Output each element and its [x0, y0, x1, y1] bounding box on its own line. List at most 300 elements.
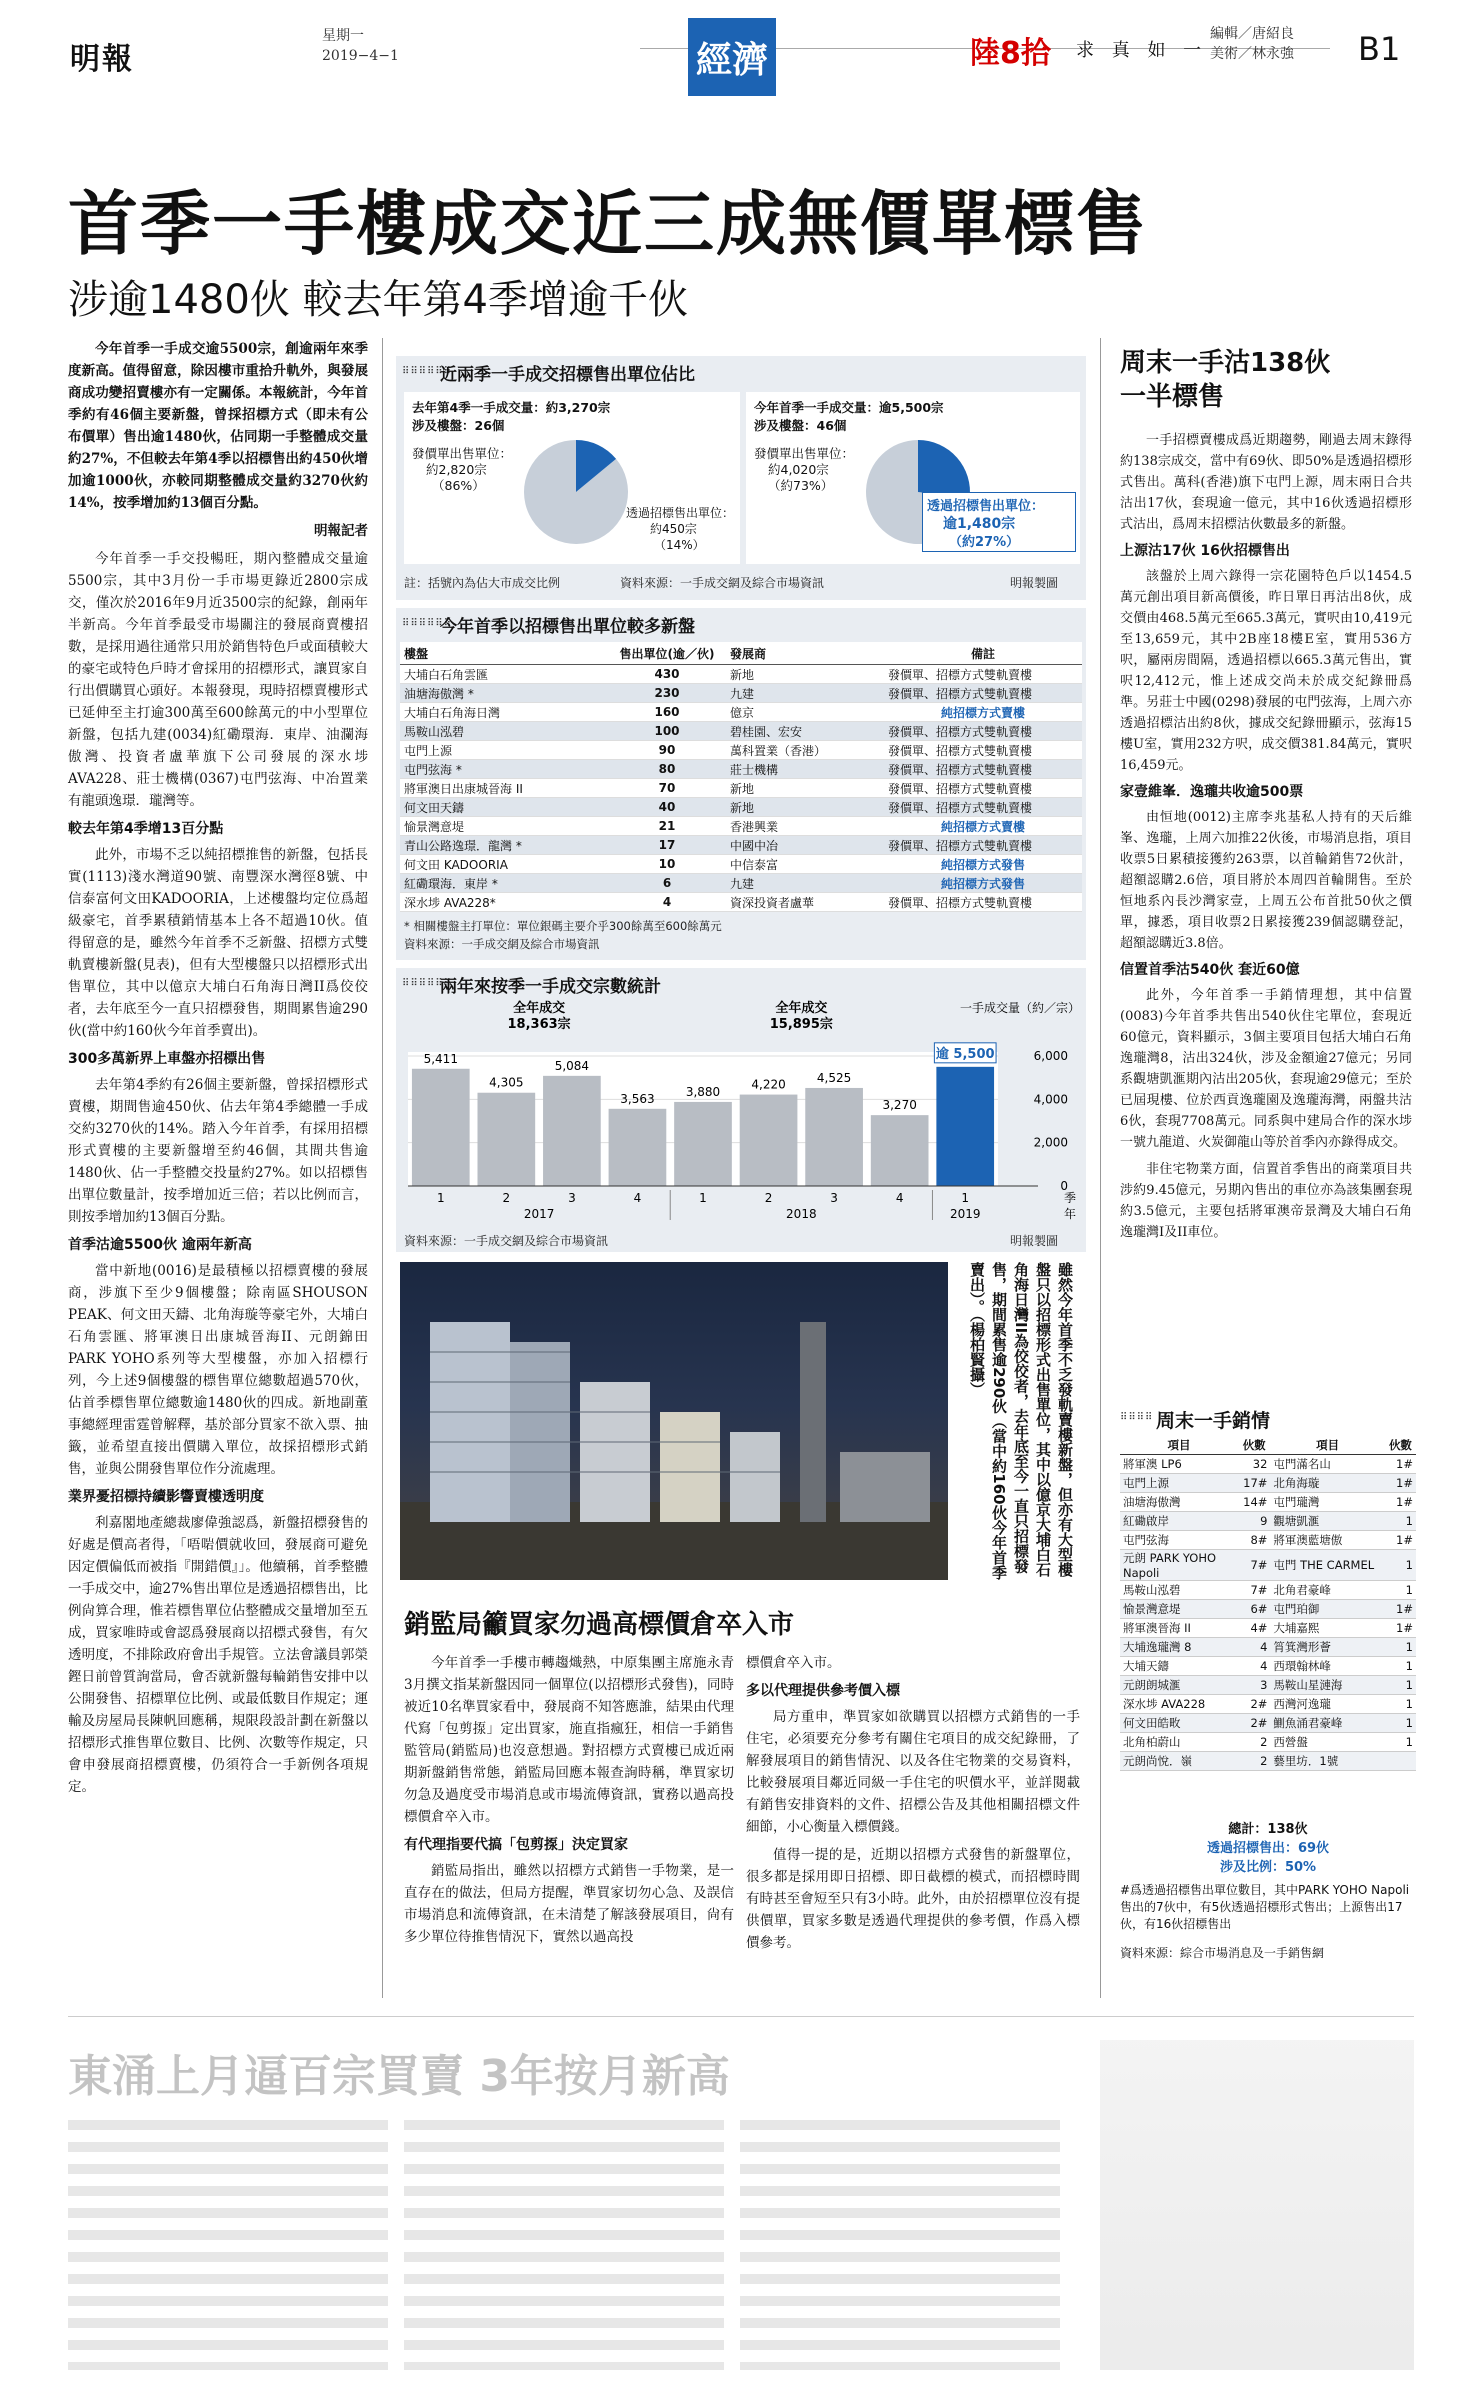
body-paragraph: 由恒地(0012)主席李兆基私人持有的天后維峯、逸瓏，上周六加推22伙後，市場消息指，項目收票5日累積接獲約263票，以首輪銷售72伙計，超額認購2.6倍，項目將於本周四首輪開售。至於恒地系內長沙灣家壹，上周五公布首批50伙之價單，據悉，項目收票2日累接獲239個認購登記，超額認購近3.8倍。 [1120, 810, 1412, 951]
quarterly-bar-chart [398, 996, 1084, 1228]
cell-units: 1 [1385, 1638, 1416, 1657]
ad-brand: 陸8拾 [970, 36, 1051, 71]
body-paragraph: 去年第4季約有26個主要新盤，曾採招標形式賣樓，期間售逾450伙、佔去年第4季總體一手成交約3270伙的14%。踏入今年首季，有採用招標形式賣樓的主要新盤增至約46個，其間共售逾1480伙、佔一手整體交投量約27%。如以招標售出單位數量計，按季增加近三倍；若以比例而言，則按季增加約13個百分點。 [68, 1077, 368, 1225]
table-row [400, 779, 1082, 798]
table-row [1120, 1531, 1416, 1550]
byline: 明報記者 [314, 523, 368, 539]
table-row [1120, 1638, 1416, 1657]
bar [412, 1069, 470, 1186]
cell-project: 馬鞍山泓碧 [1120, 1581, 1238, 1600]
cell-units: 1 [1385, 1714, 1416, 1733]
body-paragraph: 局方重申，準買家如欲購買以招標方式銷售的一手住宅，必須要充分參考有關住宅項目的成交紀錄冊，了解發展項目的銷售情況、以及各住宅物業的交易資料，比較發展項目鄰近同級一手住宅的呎價水平，並詳閱載有銷售安排資料的文件、招標公告及其他相關招標文件細節，小心衡量入標價錢。 [746, 1709, 1080, 1835]
ratio-note: 註：括號內為佔大市成交比例 [404, 576, 561, 590]
subheading: 多以代理提供參考價入標 [746, 1683, 900, 1699]
cell-units: 2 [1238, 1752, 1270, 1771]
table-row [400, 665, 1082, 684]
cell-units: 1# [1385, 1455, 1416, 1474]
col-header-units: 伙數 [1238, 1436, 1270, 1455]
ratio-left-pricelist-pct: （86%） [432, 478, 485, 493]
cell-units: 21 [608, 817, 726, 836]
issue-date [322, 26, 399, 66]
bar-value-label: 5,411 [423, 1051, 458, 1066]
ratio-right-tender-value: 逾1,480宗 [943, 516, 1016, 532]
cell-units: 1 [1385, 1695, 1416, 1714]
table-header-row [1120, 1436, 1416, 1455]
cell-units: 4 [608, 893, 726, 912]
bar [674, 1102, 732, 1186]
cell-developer: 新地 [726, 798, 884, 817]
table-row [1120, 1657, 1416, 1676]
cell-remark: 發價單、招標方式雙軌賣樓 [884, 836, 1082, 855]
ratio-right-pricelist-pct: （約73%） [768, 478, 834, 493]
body-paragraph: 該盤於上周六錄得一宗花園特色戶以1454.5萬元創出項目新高價後，昨日單日再沽出8伙，成交價由468.5萬元至665.3萬元，實呎由10,419元至13,659元，其中2B座18樓E室，實用536方呎，屬兩房間隔，透過招標以665.3萬元售出，實呎12,412元，惟上述成交尚未於成交紀錄冊爲準。另莊士中國(0298)發展的屯門弦海，上周六亦透過招標沽出約8伙，據成交紀錄冊顯示，弦海15樓U室，實用232方呎，成交價381.84萬元，實呎16,459元。 [1120, 569, 1412, 773]
weekend-sales-summary [1120, 1820, 1416, 1877]
body-paragraph: 今年首季一手樓市轉趨熾熱，中原集團主席施永青3月撰文指某新盤因同一個單位(以招標形式發售)，同時被近10名準買家看中，發展商不知答應誰，結果由代理代寫「包剪揼」定出買家，施直指瘋狂，相信一手銷售監管局(銷監局)也沒意想過。對招標方式賣樓已成近兩期新盤銷售常態，銷監局回應本報查詢時稱，準買家切勿急及過度受市場消息或市場流傳資訊，實務以過高投標價倉卒入市。 [404, 1655, 734, 1825]
ratio-left-box [404, 392, 740, 564]
crane-shape [800, 1322, 826, 1522]
table-row [1120, 1676, 1416, 1695]
photo-caption: 雖然今年首季不乏發軌賣樓新盤，但亦有大型樓盤只以招標形式出售單位，其中以億京大埔白石角海日灣II為佼佼者，去年底至今一直只招標發售，期間累售逾290伙（當中約160伙今年首季賣出）。（楊柏賢攝） [968, 1262, 1074, 1580]
ratio-right-tender-callout [922, 492, 1076, 552]
cell-units: 1# [1385, 1619, 1416, 1638]
subheading: 上源沽17伙 16伙招標售出 [1120, 543, 1290, 559]
headline: 首季一手樓成交近三成無價單標售 [68, 183, 1148, 265]
col-header-developer: 發展商 [726, 642, 884, 665]
table-row [400, 722, 1082, 741]
cell-units: 1 [1385, 1657, 1416, 1676]
ratio-right-tender-pct: （約27%） [949, 535, 1020, 550]
subheading: 較去年第4季增13百分點 [68, 821, 224, 837]
editor-credits [1210, 24, 1294, 64]
cell-units: 6 [608, 874, 726, 893]
ratio-source: 資料來源：一手成交網及綜合市場資訊 [620, 576, 825, 590]
table-row [400, 741, 1082, 760]
cell-units: 4 [1238, 1638, 1270, 1657]
cell-units: 90 [608, 741, 726, 760]
cell-project: 北角君豪峰 [1270, 1581, 1384, 1600]
cell-project: 將軍澳晉海 II [1120, 1619, 1238, 1638]
annual-total-value: 15,895宗 [769, 1017, 833, 1032]
x-tick-label: 3 [830, 1191, 838, 1205]
faded-text-block [404, 2120, 724, 2370]
bar-value-label: 5,084 [554, 1058, 590, 1073]
annual-total-title: 全年成交 [775, 1001, 828, 1016]
table-row [400, 893, 1082, 912]
x-tick-label: 1 [961, 1191, 970, 1205]
faded-text-block [740, 2120, 1060, 2370]
cell-units: 1 [1385, 1550, 1416, 1581]
subheading: 300多萬新界上車盤亦招標出售 [68, 1051, 266, 1067]
cell-project: 將軍澳 LP6 [1120, 1455, 1238, 1474]
cell-units: 2 [1238, 1733, 1270, 1752]
cell-developer: 碧桂園、宏安 [726, 722, 884, 741]
ratio-right-total: 今年首季一手成交量：逾5,500宗 [754, 400, 944, 415]
cell-project: 北角海璇 [1270, 1474, 1384, 1493]
cell-units: 160 [608, 703, 726, 722]
ratio-left-tender-value: 約450宗 [650, 522, 697, 536]
panel-dots: ⠿⠿⠿⠿ [1120, 1412, 1154, 1423]
ratio-left-projects: 涉及樓盤：26個 [412, 418, 505, 433]
cell-units: 230 [608, 684, 726, 703]
cell-remark: 發價單、招標方式雙軌賣樓 [884, 798, 1082, 817]
x-tick-label: 4 [895, 1191, 904, 1205]
newspaper-logo: 明報 [70, 42, 134, 77]
ratio-left-pricelist-value: 約2,820宗 [426, 462, 487, 477]
cell-units: 17 [608, 836, 726, 855]
cell-remark: 純招標方式發售 [884, 874, 1082, 893]
table-row [400, 760, 1082, 779]
weekday: 星期一 [322, 28, 364, 44]
x-tick-label: 1 [436, 1191, 445, 1205]
cell-units: 8# [1238, 1531, 1270, 1550]
ratio-credit: 明報製圖 [1010, 576, 1059, 590]
tender-table-source: 資料來源：一手成交網及綜合市場資訊 [404, 937, 600, 951]
y-tick-label: 0 [1060, 1179, 1068, 1193]
cell-project: 筲箕灣形薈 [1270, 1638, 1384, 1657]
year-label: 2019 [949, 1207, 981, 1221]
table-row [1120, 1733, 1416, 1752]
tower-shape [660, 1412, 720, 1522]
cell-project: 屯門弦海 [1120, 1531, 1238, 1550]
bar [871, 1115, 929, 1186]
cell-project: 屯門上源 [400, 741, 608, 760]
cell-project: 深水埗 AVA228 [1120, 1695, 1238, 1714]
cell-units: 40 [608, 798, 726, 817]
right-article-column [1120, 430, 1412, 1249]
faded-next-title: 東涌上月逼百宗買賣 3年按月新高 [68, 2051, 730, 2102]
cell-project: 屯門瓏灣 [1270, 1493, 1384, 1512]
bar-value-label: 3,270 [882, 1098, 917, 1113]
cell-project: 屯門滿名山 [1270, 1455, 1384, 1474]
table-row [400, 798, 1082, 817]
chart-title: 兩年來按季一手成交宗數統計 [440, 977, 661, 997]
cell-units: 4# [1238, 1619, 1270, 1638]
cell-project: 愉景灣意堤 [400, 817, 608, 836]
body-paragraph: 此外，市場不乏以純招標推售的新盤，包括長實(1113)淺水灣道90號、南豐深水灣徑8號、中信泰富何文田KADOORIA，上述樓盤均定位爲超級豪宅，首季累積銷情基本上各不超過10伙。值得留意的是，雖然今年首季不乏新盤、招標方式雙軌賣樓新盤(見表)，但有大型樓盤只以招標形式出售單位，其中以億京大埔白石角海日灣II爲佼佼者，去年底至今一直只招標發售，期間累售逾290伙(當中約160伙今年首季賣出)。 [68, 847, 368, 1039]
article2-col2 [746, 1652, 1080, 1960]
cell-developer: 新地 [726, 665, 884, 684]
x-tick-label: 4 [633, 1191, 642, 1205]
chart-credit: 明報製圖 [1010, 1234, 1059, 1248]
tender-table [400, 642, 1082, 912]
cell-units: 1# [1385, 1600, 1416, 1619]
cell-project: 紅磡啟岸 [1120, 1512, 1238, 1531]
cell-remark: 發價單、招標方式雙軌賣樓 [884, 741, 1082, 760]
tower-shape [580, 1382, 650, 1522]
year-label: 2017 [523, 1207, 555, 1221]
body-paragraph: 利嘉閣地產總裁廖偉強認爲，新盤招標發售的好處是價高者得，「唔啱價就收回，發展商可避免因定價偏低而被指『開錯價』」。他續稱，首季整體一手成交中，逾27%售出單位是透過招標售出，比例尙算合理，惟若標售單位佔整體成交量增加至五成，買家唯時或會認爲發展商以招標式發售，有欠透明度，不排除政府會出手規管。立法會議員郭榮鏗日前曾質詢當局，會否就新盤每輪銷售安排中以公開發售、招標單位比例、或最低數目作規定；運輸及房屋局長陳帆回應稱，規限段設計劃在新盤以招標形式推售單位數目、比例、次數等作規定，只會申發展商招標賣樓，仍須符合一手新例各項規定。 [68, 1515, 369, 1795]
col-header-project: 樓盤 [400, 642, 608, 665]
faded-text-block [68, 2120, 388, 2370]
table-row [1120, 1493, 1416, 1512]
ratio-left-pricelist-label: 發價單出售單位： [412, 446, 513, 461]
tower-shape [730, 1432, 780, 1522]
cell-units: 2# [1238, 1714, 1270, 1733]
weekend-sales-source: 資料來源：綜合市場消息及一手銷售網 [1120, 1946, 1325, 1960]
table-row [400, 684, 1082, 703]
cell-developer: 億京 [726, 703, 884, 722]
cell-units: 70 [608, 779, 726, 798]
ratio-right-tender-label: 透過招標售出單位： [927, 499, 1045, 514]
body-paragraph: 銷監局指出，雖然以招標方式銷售一手物業，是一直存在的做法，但局方提醒，準買家切勿心急、及誤信市場消息和流傳資訊，在未清楚了解該發展項目，尙有多少單位待推售情況下，實然以過高投 [404, 1863, 734, 1945]
building-illustration [400, 1262, 948, 1580]
subheading: 業界憂招標持續影響賣樓透明度 [68, 1489, 264, 1505]
subheadline: 涉逾1480伙 較去年第4季增逾千伙 [68, 277, 688, 323]
bar-value-label: 4,305 [489, 1075, 524, 1090]
table-row [1120, 1550, 1416, 1581]
bar [609, 1109, 667, 1186]
ratio-right-pricelist-label: 發價單出售單位： [754, 446, 855, 461]
cell-units: 9 [1238, 1512, 1270, 1531]
panel-dots: ⠿⠿⠿⠿⠿⠿ [402, 366, 452, 377]
cell-units: 14# [1238, 1493, 1270, 1512]
table-row [1120, 1512, 1416, 1531]
table-row [400, 855, 1082, 874]
bar-value-label: 3,563 [620, 1091, 655, 1106]
cell-project: 何文田天鑄 [400, 798, 608, 817]
cell-units: 7# [1238, 1581, 1270, 1600]
weekend-ratio: 涉及比例：50% [1219, 1860, 1317, 1875]
bar [936, 1067, 994, 1186]
cell-developer: 資深投資者盧華 [726, 893, 884, 912]
table-row [1120, 1600, 1416, 1619]
cell-project: 大埔逸瓏灣 8 [1120, 1638, 1238, 1657]
body-paragraph: 此外，今年首季一手銷情理想，其中信置(0083)今年首季共售出540伙住宅單位，套現近60億元，資料顯示，3個主要項目包括大埔白石角逸瓏灣8，沽出324伙，涉及金額逾27億元；另同系觀塘凱滙期內沽出205伙，套現逾29億元；至於已屆現樓、位於西貢逸瓏園及逸瓏海灣，兩盤共沽6伙，套現7708萬元。同系與中建局合作的深水埗一號九龍道、火炭御龍山等於首季內亦錄得成交。 [1120, 988, 1412, 1150]
cell-project: 西環翰林峰 [1270, 1657, 1384, 1676]
cell-project: 將軍澳日出康城晉海 II [400, 779, 608, 798]
chart-source: 資料來源：一手成交網及綜合市場資訊 [404, 1234, 609, 1248]
cell-project: 西營盤 [1270, 1733, 1384, 1752]
table-row [400, 874, 1082, 893]
weekend-sales-table [1120, 1436, 1416, 1771]
x-unit-label: 年 [1063, 1207, 1077, 1221]
col-header-remark: 備註 [884, 642, 1082, 665]
building-photo [400, 1262, 948, 1580]
main-article-column [68, 338, 368, 1804]
subheading: 家壹維峯．逸瓏共收逾500票 [1120, 784, 1304, 800]
subheading: 首季沽逾5500伙 逾兩年新高 [68, 1237, 252, 1253]
cell-units: 1# [1385, 1531, 1416, 1550]
bar [805, 1088, 863, 1186]
cell-units: 1 [1385, 1733, 1416, 1752]
table-row [400, 836, 1082, 855]
weekend-tender: 透過招標售出：69伙 [1206, 1841, 1330, 1856]
article2-title: 銷監局籲買家勿過高標價倉卒入市 [404, 1610, 795, 1640]
cell-project: 屯門上源 [1120, 1474, 1238, 1493]
cell-project: 油塘海傲灣 [1120, 1493, 1238, 1512]
cell-remark: 純招標方式發售 [884, 855, 1082, 874]
cell-developer: 萬科置業（香港） [726, 741, 884, 760]
body-paragraph: 當中新地(0016)是最積極以招標賣樓的發展商，涉旗下至少9個樓盤；除南區SHOUSON PEAK、何文田天鑄、北角海璇等豪宅外，大埔白石角雲匯、將軍澳日出康城晉海II、元朗錦田PARK YOHO系列等大型樓盤，亦加入招標行列，今上述9個樓盤的標售單位總數超過570伙，佔首季標售單位總數逾1480伙的四成。新地副董事總經理雷霆曾解釋，基於部分買家不欲入票、抽籤，並希望直接出價購入單位，故採招標形式銷售，並與公開發售單位作分流處理。 [68, 1263, 368, 1477]
weekend-sales-body [1120, 1455, 1416, 1771]
body-paragraph: 一手招標賣樓成爲近期趨勢，剛過去周末錄得約138宗成交，當中有69伙、即50%是透過招標形式售出。萬科(香港)旗下屯門上源，周末兩日合共沽出17伙，套現逾一億元，其中16伙透過招標形式沽出，爲周末招標沽伙數最多的新盤。 [1120, 433, 1412, 532]
cell-project: 觀塘凱滙 [1270, 1512, 1384, 1531]
bar [740, 1095, 798, 1186]
body-paragraph: 今年首季一手交投暢旺，期內整體成交量逾5500宗，其中3月份一手市場更錄近2800宗成交，僅次於2016年9月近3500宗的紀錄，創兩年半新高。今年首季最受市場關注的發展商賣樓招數，是採用過往通常只用於銷售特色戶或面積較大的豪宅或特色戶時才會採用的招標形式，讓買家自行出價購買心頭好。本報發現，現時招標賣樓形式已延伸至主打逾300萬至600餘萬元的中小型單位新盤，包括九建(0034)紅磡環海．東岸、油瀾海傲灣、投資者盧華旗下公司發展的深水埗AVA228、莊士機構(0367)屯門弦海、中冶置業有龍頭逸璟．瓏灣等。 [68, 551, 368, 809]
table-row [1120, 1474, 1416, 1493]
date: 2019−4−1 [322, 48, 399, 64]
cell-project: 元朗朗城滙 [1120, 1676, 1238, 1695]
cell-project: 大埔白石角海日灣 [400, 703, 608, 722]
weekend-sales-title: 周末一手銷情 [1156, 1410, 1271, 1432]
cell-project: 鰂魚涌君豪峰 [1270, 1714, 1384, 1733]
cell-project: 紅磡環海．東岸 * [400, 874, 608, 893]
table-row [1120, 1714, 1416, 1733]
table-row [400, 703, 1082, 722]
annual-total-value: 18,363宗 [507, 1017, 571, 1032]
cell-developer: 中信泰富 [726, 855, 884, 874]
cell-developer: 中國中冶 [726, 836, 884, 855]
table-row [1120, 1581, 1416, 1600]
y-tick-label: 6,000 [1033, 1049, 1068, 1063]
cell-project: 深水埗 AVA228* [400, 893, 608, 912]
x-tick-label: 2 [764, 1191, 773, 1205]
bar [543, 1076, 601, 1186]
column-divider [382, 338, 383, 1998]
table-row [400, 817, 1082, 836]
x-unit-label: 季 [1063, 1191, 1077, 1205]
cell-project: 元朗 PARK YOHO Napoli [1120, 1550, 1238, 1581]
cell-units: 10 [608, 855, 726, 874]
cell-units [1385, 1752, 1416, 1771]
ratio-left-tender-label: 透過招標售出單位： [626, 506, 735, 520]
bar [477, 1093, 535, 1186]
ratio-right-projects: 涉及樓盤：46個 [754, 418, 847, 433]
ratio-right-box [746, 392, 1080, 564]
tender-table-note: * 相關樓盤主打單位：單位銀碼主要介乎300餘萬至600餘萬元 [404, 919, 722, 933]
faded-photo [1100, 2040, 1414, 2370]
ratio-right-pricelist-value: 約4,020宗 [768, 462, 829, 477]
cell-project: 屯門珀御 [1270, 1600, 1384, 1619]
cell-remark: 發價單、招標方式雙軌賣樓 [884, 893, 1082, 912]
ratio-left-pie [516, 432, 636, 552]
subheading: 信置首季沽540伙 套近60億 [1120, 962, 1300, 978]
cell-units: 1 [1385, 1581, 1416, 1600]
section-badge: 經濟 [688, 18, 776, 96]
cell-project: 將軍澳藍塘傲 [1270, 1531, 1384, 1550]
cell-units: 3 [1238, 1676, 1270, 1695]
table-row [1120, 1619, 1416, 1638]
cell-project: 何文田皓畋 [1120, 1714, 1238, 1733]
cell-project: 大埔天鑄 [1120, 1657, 1238, 1676]
table-row [1120, 1695, 1416, 1714]
tender-table-title: 今年首季以招標售出單位較多新盤 [440, 617, 695, 637]
table-header-row [400, 642, 1082, 665]
panel-dots: ⠿⠿⠿⠿⠿⠿ [402, 618, 452, 629]
col-header-project: 項目 [1120, 1436, 1238, 1455]
tower-shape [510, 1342, 570, 1522]
editor: 編輯／唐紹良 [1210, 26, 1294, 42]
cell-remark: 發價單、招標方式雙軌賣樓 [884, 665, 1082, 684]
col-header-units: 伙數 [1385, 1436, 1416, 1455]
cell-developer: 九建 [726, 874, 884, 893]
cell-units: 1 [1385, 1512, 1416, 1531]
x-tick-label: 3 [568, 1191, 576, 1205]
cell-project: 大埔白石角雲匯 [400, 665, 608, 684]
cell-units: 1# [1385, 1493, 1416, 1512]
cell-project: 愉景灣意堤 [1120, 1600, 1238, 1619]
cell-developer: 九建 [726, 684, 884, 703]
body-paragraph: 值得一提的是，近期以招標方式發售的新盤單位，很多都是採用即日招標、即日截標的模式，而招標時間有時甚至會短至只有3小時。此外，由於招標單位沒有提供價單，買家多數是透過代理提供的參考價，作爲入標價參考。 [746, 1847, 1080, 1951]
cell-remark: 發價單、招標方式雙軌賣樓 [884, 779, 1082, 798]
right-article-title: 周末一手沽138伙 一半標售 [1120, 348, 1331, 412]
cell-project: 油塘海傲灣 * [400, 684, 608, 703]
cell-units: 17# [1238, 1474, 1270, 1493]
x-tick-label: 2 [502, 1191, 511, 1205]
cell-remark: 發價單、招標方式雙軌賣樓 [884, 684, 1082, 703]
cell-units: 430 [608, 665, 726, 684]
table-row [1120, 1752, 1416, 1771]
cell-developer: 香港興業 [726, 817, 884, 836]
cell-developer: 莊士機構 [726, 760, 884, 779]
panel-dots: ⠿⠿⠿⠿⠿⠿ [402, 978, 452, 989]
y-tick-label: 4,000 [1033, 1092, 1068, 1107]
cell-project: 元朗尚悅．嶺 [1120, 1752, 1238, 1771]
col-header-units: 售出單位(逾／伙) [608, 642, 726, 665]
cell-project: 馬鞍山星漣海 [1270, 1676, 1384, 1695]
page-number: B1 [1358, 30, 1401, 68]
cell-units: 1 [1385, 1676, 1416, 1695]
bar-value-label: 4,525 [816, 1070, 852, 1085]
article2-col1 [404, 1652, 734, 1954]
cell-project: 藝里坊．1號 [1270, 1752, 1384, 1771]
cell-developer: 新地 [726, 779, 884, 798]
cell-project: 屯門 THE CARMEL [1270, 1550, 1384, 1581]
cell-project: 屯門弦海 * [400, 760, 608, 779]
cell-units: 80 [608, 760, 726, 779]
bar-value-label: 逾 5,500 [935, 1046, 995, 1062]
annual-total-title: 全年成交 [513, 1001, 566, 1016]
tower-shape [840, 1452, 930, 1522]
cell-units: 100 [608, 722, 726, 741]
cell-remark: 發價單、招標方式雙軌賣樓 [884, 760, 1082, 779]
bar-value-label: 3,880 [685, 1084, 721, 1099]
ratio-left-tender-pct: （14%） [654, 538, 705, 552]
y-axis-label: 一手成交量（約／宗） [959, 1001, 1080, 1015]
cell-units: 7# [1238, 1550, 1270, 1581]
col-header-project: 項目 [1270, 1436, 1384, 1455]
pie-slice-tender [918, 440, 970, 499]
cell-project: 何文田 KADOORIA [400, 855, 608, 874]
cell-project: 西灣河逸瓏 [1270, 1695, 1384, 1714]
x-tick-label: 1 [699, 1191, 707, 1205]
table-row [1120, 1455, 1416, 1474]
cell-project: 北角柏蔚山 [1120, 1733, 1238, 1752]
masthead [0, 0, 1472, 80]
year-label: 2018 [786, 1207, 817, 1221]
cell-units: 2# [1238, 1695, 1270, 1714]
column-divider [1100, 338, 1101, 1998]
weekend-total: 總計：138伙 [1228, 1822, 1308, 1837]
cell-units: 4 [1238, 1657, 1270, 1676]
cell-remark: 發價單、招標方式雙軌賣樓 [884, 722, 1082, 741]
ratio-left-total: 去年第4季一手成交量：約3,270宗 [412, 400, 611, 415]
body-paragraph: 非住宅物業方面，信置首季售出的商業項目共涉約9.45億元，另期內售出的車位亦為該集團套現約3.5億元，主要包括將軍澳帝景灣及大埔白石角逸瓏灣I及II車位。 [1120, 1162, 1412, 1240]
cell-remark: 純招標方式賣樓 [884, 703, 1082, 722]
cell-units: 6# [1238, 1600, 1270, 1619]
y-tick-label: 2,000 [1033, 1135, 1068, 1150]
cell-units: 1# [1385, 1474, 1416, 1493]
cell-project: 青山公路逸璟．龍灣 * [400, 836, 608, 855]
tender-table-body [400, 665, 1082, 912]
cell-remark: 純招標方式賣樓 [884, 817, 1082, 836]
ad-slogan: 求 真 如 一 [1076, 40, 1208, 61]
lead-paragraph: 今年首季一手成交逾5500宗，創逾兩年來季度新高。值得留意，除因樓市重拾升軌外，與發展商成功變招賣樓亦有一定關係。本報統計，今年首季約有46個主要新盤，曾採招標方式（即未有公布價單）售出逾1480伙，佔同期一手整體成交量約27%，不但較去年第4季以招標售出約450伙增加逾1000伙，亦較同期整體成交量約3270伙約14%，按季增加約13個百分點。 [68, 341, 368, 511]
cell-project: 大埔嘉熙 [1270, 1619, 1384, 1638]
cell-units: 32 [1238, 1455, 1270, 1474]
cell-project: 馬鞍山泓碧 [400, 722, 608, 741]
art-editor: 美術／林永強 [1210, 46, 1294, 62]
